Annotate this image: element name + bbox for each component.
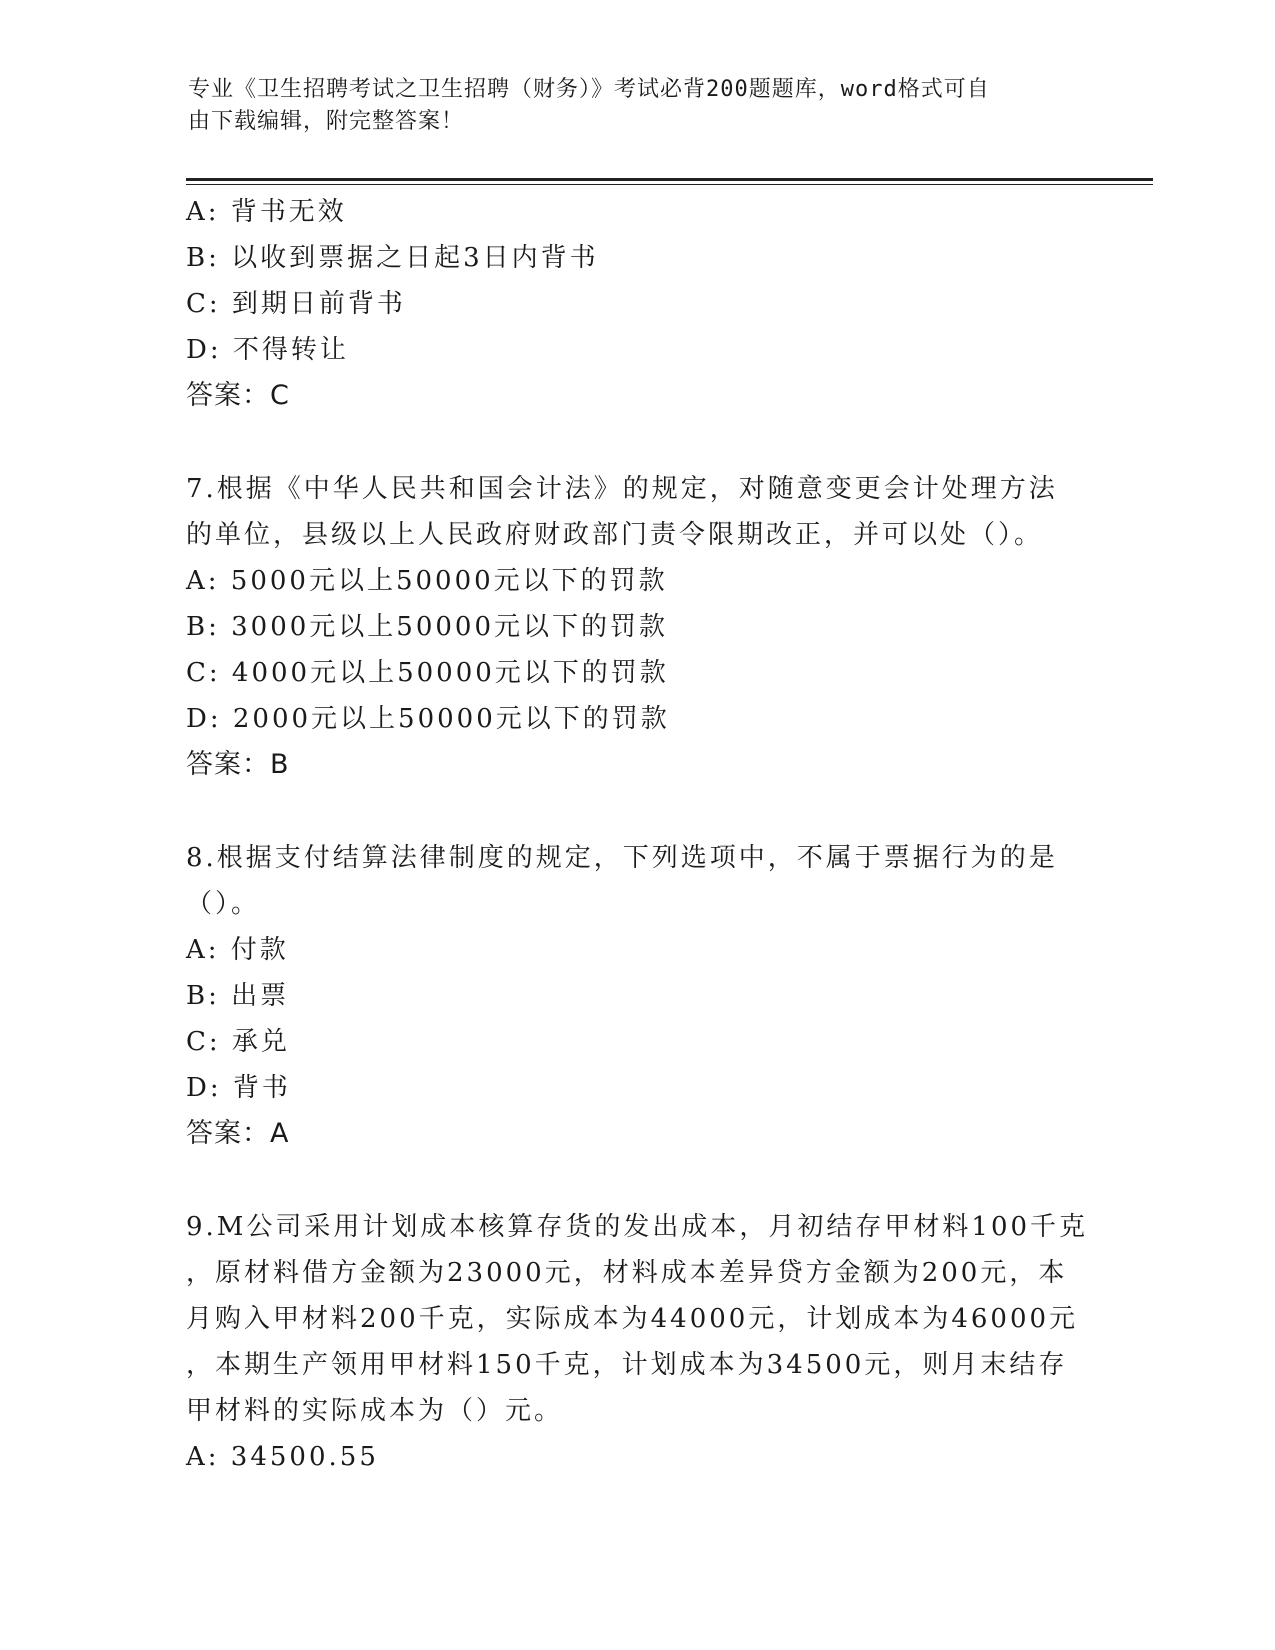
question-stem-line: ，原材料借方金额为23000元，材料成本差异贷方金额为200元，本 bbox=[186, 1258, 1068, 1288]
spacer bbox=[186, 1157, 1086, 1204]
spacer bbox=[186, 788, 1086, 835]
question-stem-line: （）。 bbox=[186, 889, 261, 919]
question-stem-line: 月购入甲材料200千克，实际成本为44000元，计划成本为46000元 bbox=[186, 1304, 1079, 1334]
answer: 答案：A bbox=[186, 1118, 290, 1149]
question-stem-line: 9.M公司采用计划成本核算存货的发出成本，月初结存甲材料100千克 bbox=[186, 1212, 1089, 1242]
option-b: B: 3000元以上50000元以下的罚款 bbox=[186, 612, 669, 642]
option-c: C: 到期日前背书 bbox=[186, 289, 406, 319]
question-stem-line: 7.根据《中华人民共和国会计法》的规定，对随意变更会计处理方法 bbox=[186, 474, 1058, 504]
answer: 答案：B bbox=[186, 749, 290, 780]
question-stem-line: 的单位，县级以上人民政府财政部门责令限期改正，并可以处（）。 bbox=[186, 520, 1044, 550]
header-line-2: 由下载编辑，附完整答案！ bbox=[188, 109, 465, 134]
question-9 bbox=[186, 1204, 1089, 1480]
question-list bbox=[186, 189, 1089, 1480]
option-c: C: 承兑 bbox=[186, 1027, 290, 1057]
header-divider-thick bbox=[186, 178, 1153, 181]
header-divider-thin bbox=[186, 184, 1153, 185]
header-line-1: 专业《卫生招聘考试之卫生招聘（财务）》考试必背200题题库，word格式可自 bbox=[188, 77, 990, 102]
option-d: D: 不得转让 bbox=[186, 335, 349, 365]
option-b: B: 出票 bbox=[186, 981, 290, 1011]
option-b: B: 以收到票据之日起3日内背书 bbox=[186, 243, 599, 273]
document-header bbox=[188, 74, 1068, 138]
spacer bbox=[186, 419, 1086, 466]
option-a: A: 背书无效 bbox=[186, 197, 347, 227]
question-7 bbox=[186, 466, 1086, 788]
option-d: D: 2000元以上50000元以下的罚款 bbox=[186, 704, 670, 734]
question-stem-line: 甲材料的实际成本为（）元。 bbox=[186, 1396, 564, 1426]
question-6 bbox=[186, 189, 1086, 419]
question-stem-line: 8.根据支付结算法律制度的规定，下列选项中，不属于票据行为的是 bbox=[186, 843, 1058, 873]
option-d: D: 背书 bbox=[186, 1073, 291, 1103]
question-8 bbox=[186, 835, 1086, 1157]
option-a: A: 付款 bbox=[186, 935, 289, 965]
answer: 答案：C bbox=[186, 380, 290, 411]
option-a: A: 5000元以上50000元以下的罚款 bbox=[186, 566, 668, 596]
option-a: A: 34500.55 bbox=[186, 1442, 379, 1472]
question-stem-line: ，本期生产领用甲材料150千克，计划成本为34500元，则月末结存 bbox=[186, 1350, 1068, 1380]
option-c: C: 4000元以上50000元以下的罚款 bbox=[186, 658, 669, 688]
